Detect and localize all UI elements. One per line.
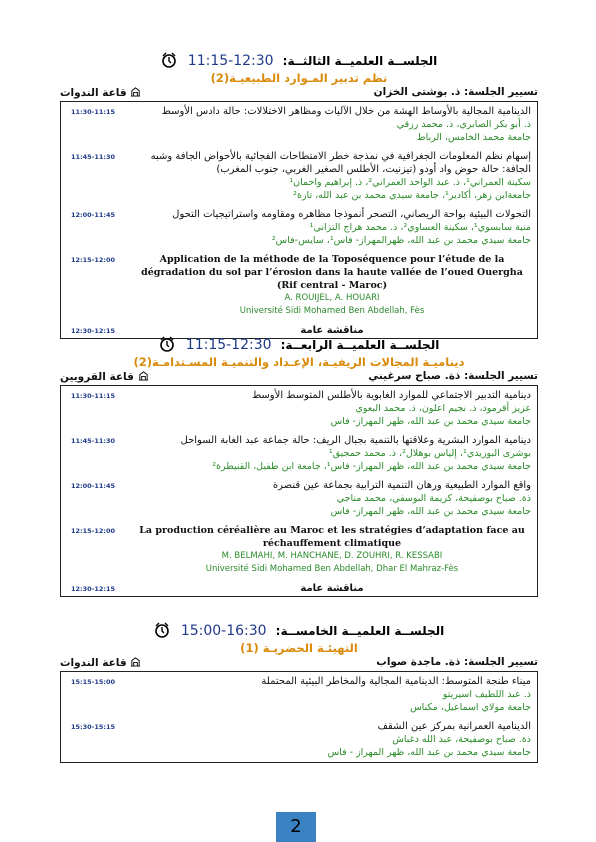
row-title: التحولات البيئية بواحة الريصاني، التصحر أنموذجا مظاهره ومقاومه واستراتيجيات التحول — [172, 209, 531, 220]
row-title: مناقشة عامة — [300, 325, 364, 336]
session-3 — [60, 50, 538, 339]
row-authors: منية سابسوي¹، سكينة العساوي²، ذ. محمد هراج التزاني¹ — [309, 222, 531, 233]
row-title: إسهام نظم المعلومات الجغرافية في نمذجة خطر الامتطاحات الفجائية بالأحواض الجافة وشبه الجافة: حالة حوض واد أودو (تيزنيت، الأطلس الصغير الغربي، جنوب المغرب) — [150, 151, 531, 175]
session-program-box — [60, 101, 538, 339]
row-affiliation: Université Sidi Mohamed Ben Abdellah, Fès — [239, 306, 425, 316]
row-affiliation: جامعة مولاي اسماعيل، مكناس — [410, 702, 531, 713]
building-icon — [130, 656, 141, 667]
row-affiliation: جامعة سيدي محمد بن عبد الله، ظهر المهراز- فاس — [330, 416, 531, 427]
row-title: دينامية التدبير الاجتماعي للموارد الغابوية بالأطلس المتوسط الأوسط — [251, 390, 531, 401]
row-title: ميناء طنجة المتوسط: الدينامية المجالية والمخاطر البيئية المحتملة — [261, 676, 531, 687]
alarm-clock-icon — [161, 52, 177, 68]
row-affiliation: جامعةابن زهر، أكادير¹، جامعة سيدي محمد بن عبد الله، تازة² — [293, 190, 531, 201]
session-hall — [60, 370, 149, 383]
row-authors: M. BELMAHI, M. HANCHANE, D. ZOUHRI, R. KESSABI — [221, 551, 443, 561]
session-chair: تسيير الجلسة: ذ. بوشتى الخزان — [373, 86, 538, 98]
hall-name: قاعة القرويين — [60, 371, 134, 383]
session-chair: تسيير الجلسة: ذة. صباح سرغيني — [368, 370, 538, 382]
row-time: 12:15-12:00 — [71, 256, 116, 264]
program-row — [61, 476, 537, 521]
row-authors: ذة. صباح بوصفيحة، عبد الله دغباش — [392, 734, 531, 745]
row-time: 12:15-12:00 — [71, 527, 116, 535]
program-row — [61, 147, 537, 205]
row-time: 15:15-15:00 — [71, 678, 116, 686]
session-header — [60, 620, 538, 640]
row-authors: سكينة العمراني¹، ذ. عبد الواحد العمراني²، ذ. إبراهيم واحمان¹ — [289, 177, 531, 188]
session-program-box — [60, 671, 538, 763]
session-header — [60, 50, 538, 70]
program-row — [61, 250, 537, 321]
row-time: 12:00-11:45 — [71, 482, 116, 490]
session-meta — [60, 370, 538, 385]
alarm-clock-icon — [154, 622, 170, 638]
session-time: 15:00-16:30 — [180, 623, 267, 639]
building-icon — [130, 86, 141, 97]
row-affiliation: Université Sidi Mohamed Ben Abdellah, Dhar El Mahraz-Fès — [205, 564, 459, 574]
program-row — [61, 102, 537, 147]
session-title: الجلســة العلميــة الرابعــة: — [280, 338, 440, 352]
row-title: دينامية الموارد البشرية وعلاقتها بالتنمية بجبال الريف: حالة جماعة عبد الغابة السواحل — [180, 435, 531, 446]
program-row — [61, 717, 537, 762]
row-affiliation: جامعة سيدي محمد بن عبد الله، ظهرالمهراز- فاس¹، سايس-فاس² — [271, 235, 531, 246]
hall-name: قاعة الندوات — [60, 87, 127, 99]
row-affiliation: جامعة سيدي محمد بن عبد الله، ظهر المهراز - فاس — [327, 747, 531, 758]
program-row — [61, 672, 537, 717]
session-meta — [60, 656, 538, 671]
session-subtitle: ديناميـة المجالات الريفيـة، الإعـداد والتنميـة المسـتدامـة(2) — [133, 355, 465, 369]
row-title: الدينامية المجالية بالأوساط الهشة من خلال الآليات ومظاهر الاختلالات: حالة دادس الأوسط — [161, 106, 531, 117]
row-authors: ذ. عبد اللطيف اسيريتو — [442, 689, 531, 700]
program-row — [61, 521, 537, 579]
row-affiliation: جامعة سيدي محمد بن عبد الله، ظهر المهراز- فاس — [330, 506, 531, 517]
building-icon — [138, 370, 149, 381]
program-row — [61, 431, 537, 476]
row-time: 12:30-12:15 — [71, 585, 116, 593]
session-program-box — [60, 385, 538, 597]
row-title: الدينامية العمرانية بمركز عين الشقف — [377, 721, 531, 732]
row-time: 12:30-12:15 — [71, 327, 116, 335]
row-time: 11:45-11:30 — [71, 153, 116, 161]
row-affiliation: جامعة سيدي محمد بن عبد الله، ظهر المهراز- فاس¹، جامعة ابن طفيل، القنيطرة² — [212, 461, 531, 472]
row-authors: عزيز أقرمود، ذ. نجيم اعلون، ذ. محمد البعوي — [355, 403, 531, 414]
row-affiliation: جامعة محمد الخامس، الرباط — [416, 132, 531, 143]
row-title: Application de la méthode de la Toposéquence pour l’étude de la dégradation du sol par l’érosion dans la haute vallée de l’oued Ouergha (Rif central - Maroc) — [141, 254, 523, 291]
session-meta — [60, 86, 538, 101]
session-5 — [60, 620, 538, 763]
row-authors: ذة. صباح بوصفيحة، كريمة البوسفي، محمد مناجي — [336, 493, 531, 504]
row-title: مناقشة عامة — [300, 583, 364, 594]
row-title: واقع الموارد الطبيعية ورهان التنمية الترابية بجماعة عين قنصرة — [272, 480, 531, 491]
row-title: La production céréalière au Maroc et les stratégies d’adaptation face au réchauffement climatique — [139, 525, 525, 549]
discussion-row — [61, 579, 537, 596]
row-authors: A. ROUIJEL, A. HOUARI — [284, 293, 380, 303]
alarm-clock-icon — [159, 336, 175, 352]
row-authors: ذ. أبو بكر الصابري، ذ. محمد رزقي — [396, 119, 531, 130]
row-authors: بوشرى البوزيدي¹، إلياس بوهلال²، ذ. محمد حمجيق¹ — [328, 448, 531, 459]
row-time: 12:00-11:45 — [71, 211, 116, 219]
row-time: 11:45-11:30 — [71, 437, 116, 445]
session-subtitle: التهيئـة الحضريـة (1) — [240, 641, 358, 655]
program-row — [61, 205, 537, 250]
row-time: 11:30-11:15 — [71, 392, 116, 400]
row-time: 11:30-11:15 — [71, 108, 116, 116]
session-time: 11:15-12:30 — [185, 337, 272, 353]
program-row — [61, 386, 537, 431]
page-number: 2 — [276, 812, 316, 842]
session-hall — [60, 86, 141, 99]
session-header — [60, 334, 538, 354]
row-time: 15:30-15:15 — [71, 723, 116, 731]
session-subtitle: نظم تدبير المـوارد الطبيعيـة(2) — [210, 71, 388, 85]
session-time: 11:15-12:30 — [187, 53, 274, 69]
session-hall — [60, 656, 141, 669]
session-4 — [60, 334, 538, 597]
session-title: الجلســة العلميــة الثالثــة: — [282, 54, 438, 68]
session-title: الجلســة العلميــة الخامســة: — [275, 624, 445, 638]
session-chair: تسيير الجلسة: ذة. ماجدة صواب — [376, 656, 538, 668]
hall-name: قاعة الندوات — [60, 657, 127, 669]
